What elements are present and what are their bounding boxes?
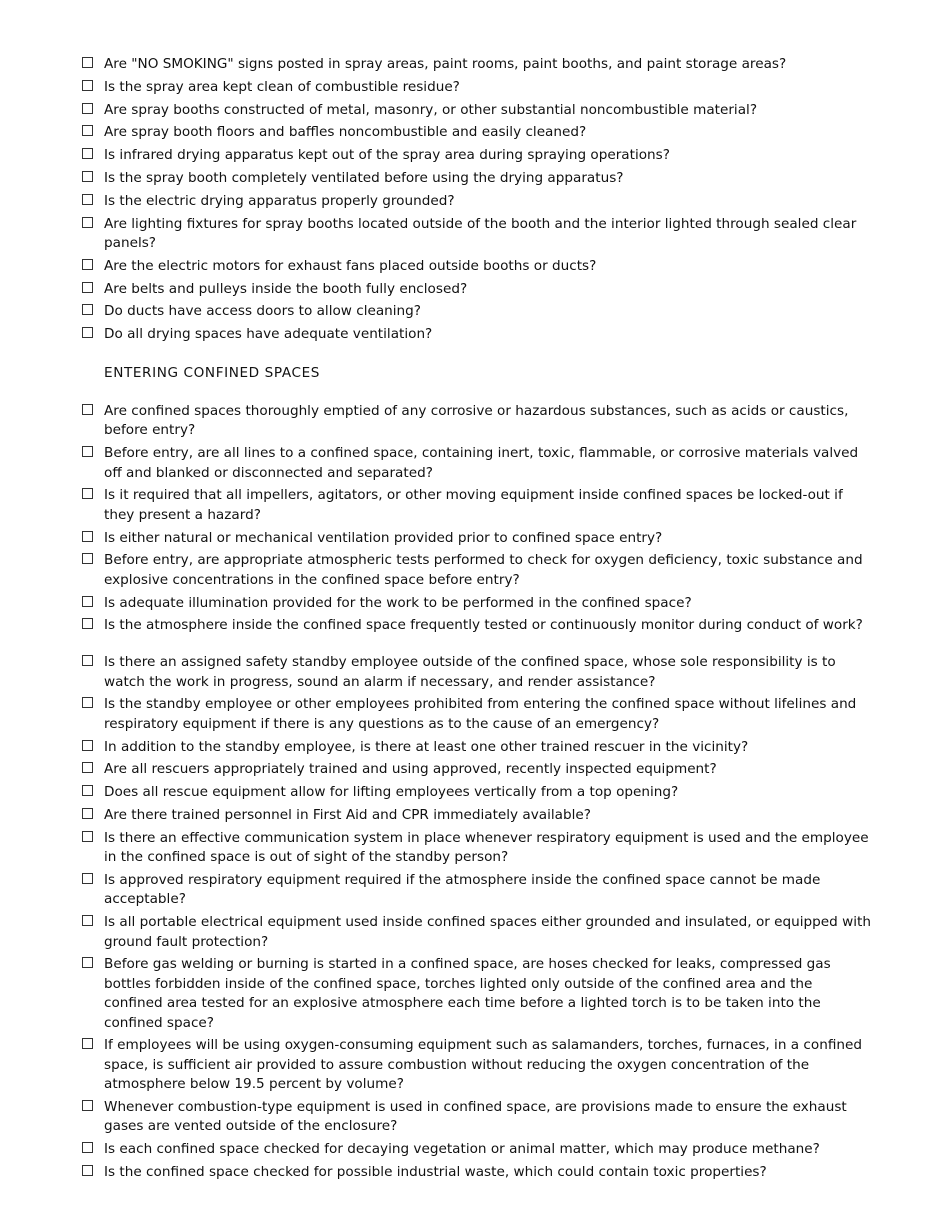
spacer <box>82 639 872 653</box>
question-text: Are there trained personnel in First Aid and CPR immediately available? <box>104 807 591 823</box>
checkbox[interactable] <box>82 808 93 819</box>
checkbox[interactable] <box>82 618 93 629</box>
checklist-item <box>82 955 872 1033</box>
checklist-item <box>82 78 872 97</box>
question-text: Whenever combustion-type equipment is used in confined space, are provisions made to ensure the exhaust gases are vented outside of the enclosure? <box>104 1099 847 1135</box>
checklist-item <box>82 760 872 779</box>
checkbox[interactable] <box>82 957 93 968</box>
checklist-item <box>82 280 872 299</box>
question-text: Is the atmosphere inside the confined space frequently tested or continuously monitor during conduct of work? <box>104 617 863 634</box>
checklist-item <box>82 616 872 635</box>
checklist-item <box>82 551 872 590</box>
checklist-item <box>82 806 872 825</box>
question-text: Is each confined space checked for decaying vegetation or animal matter, which may produce methane? <box>104 1141 820 1158</box>
checklist-item <box>82 695 872 734</box>
checklist-item <box>82 169 872 188</box>
question-text: Before gas welding or burning is started in a confined space, are hoses checked for leaks, compressed gas bottles forbidden inside of the confined space, torches lighted only outside of the confined area and the confined area tested for an explosive atmosphere each time before a lighted torch is to be taken into the confined space? <box>104 956 831 1031</box>
question-text: Is there an assigned safety standby employee outside of the confined space, whose sole responsibility is to watch the work in progress, sound an alarm if necessary, and render assistance? <box>104 654 836 690</box>
checklist-item <box>82 653 872 692</box>
checkbox[interactable] <box>82 57 93 68</box>
checkbox[interactable] <box>82 148 93 159</box>
checkbox[interactable] <box>82 873 93 884</box>
checkbox[interactable] <box>82 171 93 182</box>
checkbox[interactable] <box>82 327 93 338</box>
checkbox[interactable] <box>82 488 93 499</box>
checklist-item <box>82 1098 872 1137</box>
checkbox[interactable] <box>82 1142 93 1153</box>
checkbox[interactable] <box>82 125 93 136</box>
checklist-item <box>82 529 872 548</box>
checklist-item <box>82 444 872 483</box>
checklist-item <box>82 123 872 142</box>
checklist-item <box>82 402 872 441</box>
section-heading: ENTERING CONFINED SPACES <box>104 365 320 381</box>
question-text: Is all portable electrical equipment used inside confined spaces either grounded and insulated, or equipped with ground fault protection? <box>104 914 871 950</box>
checklist-item <box>82 257 872 276</box>
checklist-item <box>82 215 872 254</box>
question-text: Are all rescuers appropriately trained and using approved, recently inspected equipment? <box>104 761 717 778</box>
checkbox[interactable] <box>82 404 93 415</box>
question-text: Are spray booth floors and baffles noncombustible and easily cleaned? <box>104 124 587 141</box>
checklist-item <box>82 302 872 321</box>
checkbox[interactable] <box>82 259 93 270</box>
question-text: Before entry, are all lines to a confined space, containing inert, toxic, flammable, or corrosive materials valved off and blanked or disconnected and separated? <box>104 445 859 481</box>
question-text: Is the spray area kept clean of combustible residue? <box>104 78 460 95</box>
checkbox[interactable] <box>82 697 93 708</box>
checklist-item <box>82 594 872 613</box>
question-text: In addition to the standby employee, is there at least one other trained rescuer in the vicinity? <box>104 738 749 755</box>
spray-area-checklist <box>82 55 872 348</box>
question-text: Is the electric drying apparatus properly grounded? <box>104 192 455 209</box>
question-text: Is adequate illumination provided for the work to be performed in the confined space? <box>104 594 692 611</box>
checkbox[interactable] <box>82 740 93 751</box>
question-text: Is the standby employee or other employees prohibited from entering the confined space without lifelines and respiratory equipment if there is any questions as to the cause of an emergency? <box>104 696 857 732</box>
checklist-item <box>82 871 872 910</box>
question-text: Is either natural or mechanical ventilation provided prior to confined space entry? <box>104 529 663 546</box>
confined-spaces-checklist <box>82 402 872 1186</box>
checklist-item <box>82 101 872 120</box>
checkbox[interactable] <box>82 103 93 114</box>
checkbox[interactable] <box>82 80 93 91</box>
checklist-item <box>82 913 872 952</box>
checklist-item <box>82 1140 872 1159</box>
checklist-item <box>82 1036 872 1094</box>
checkbox[interactable] <box>82 1038 93 1049</box>
question-text: Before entry, are appropriate atmospheric tests performed to check for oxygen deficiency, toxic substance and explosive concentrations in the confined space before entry? <box>104 552 863 588</box>
checkbox[interactable] <box>82 785 93 796</box>
checkbox[interactable] <box>82 762 93 773</box>
question-text: Are confined spaces thoroughly emptied of any corrosive or hazardous substances, such as acids or caustics, before entry? <box>104 403 849 439</box>
question-text: Do all drying spaces have adequate ventilation? <box>104 326 433 343</box>
checkbox[interactable] <box>82 915 93 926</box>
question-text: Does all rescue equipment allow for lifting employees vertically from a top opening? <box>104 784 679 801</box>
question-text: Are "NO SMOKING" signs posted in spray areas, paint rooms, paint booths, and paint storage areas? <box>104 56 787 72</box>
checklist-item <box>82 55 872 74</box>
question-text: Do ducts have access doors to allow cleaning? <box>104 303 422 320</box>
checklist-item <box>82 738 872 757</box>
question-text: Are belts and pulleys inside the booth fully enclosed? <box>104 280 468 297</box>
question-text: Is the confined space checked for possible industrial waste, which could contain toxic properties? <box>104 1164 767 1181</box>
checkbox[interactable] <box>82 553 93 564</box>
checkbox[interactable] <box>82 831 93 842</box>
question-text: If employees will be using oxygen-consuming equipment such as salamanders, torches, furnaces, in a confined space, is sufficient air provided to assure combustion without reducing the oxygen concentration of the atmosphere below 19.5 percent by volume? <box>104 1037 862 1093</box>
checklist-item <box>82 829 872 868</box>
checkbox[interactable] <box>82 1100 93 1111</box>
checklist-item <box>82 1163 872 1182</box>
question-text: Is it required that all impellers, agitators, or other moving equipment inside confined spaces be locked-out if they present a hazard? <box>104 487 843 523</box>
checkbox[interactable] <box>82 217 93 228</box>
checkbox[interactable] <box>82 446 93 457</box>
checklist-item <box>82 192 872 211</box>
question-text: Are the electric motors for exhaust fans placed outside booths or ducts? <box>104 257 597 274</box>
checkbox[interactable] <box>82 655 93 666</box>
checkbox[interactable] <box>82 596 93 607</box>
checklist-item <box>82 783 872 802</box>
checkbox[interactable] <box>82 282 93 293</box>
checkbox[interactable] <box>82 1165 93 1176</box>
checklist-item <box>82 146 872 165</box>
checkbox[interactable] <box>82 531 93 542</box>
question-text: Are lighting fixtures for spray booths located outside of the booth and the interior lighted through sealed clear panels? <box>104 215 857 251</box>
question-text: Are spray booths constructed of metal, masonry, or other substantial noncombustible material? <box>104 101 758 118</box>
checklist-item <box>82 486 872 525</box>
checkbox[interactable] <box>82 304 93 315</box>
question-text: Is there an effective communication system in place whenever respiratory equipment is used and the employee in the confined space is out of sight of the standby person? <box>104 829 869 866</box>
question-text: Is the spray booth completely ventilated before using the drying apparatus? <box>104 169 624 186</box>
question-text: Is approved respiratory equipment required if the atmosphere inside the confined space cannot be made acceptable? <box>104 872 821 908</box>
checklist-item <box>82 325 872 344</box>
checkbox[interactable] <box>82 194 93 205</box>
question-text: Is infrared drying apparatus kept out of the spray area during spraying operations? <box>104 147 670 164</box>
